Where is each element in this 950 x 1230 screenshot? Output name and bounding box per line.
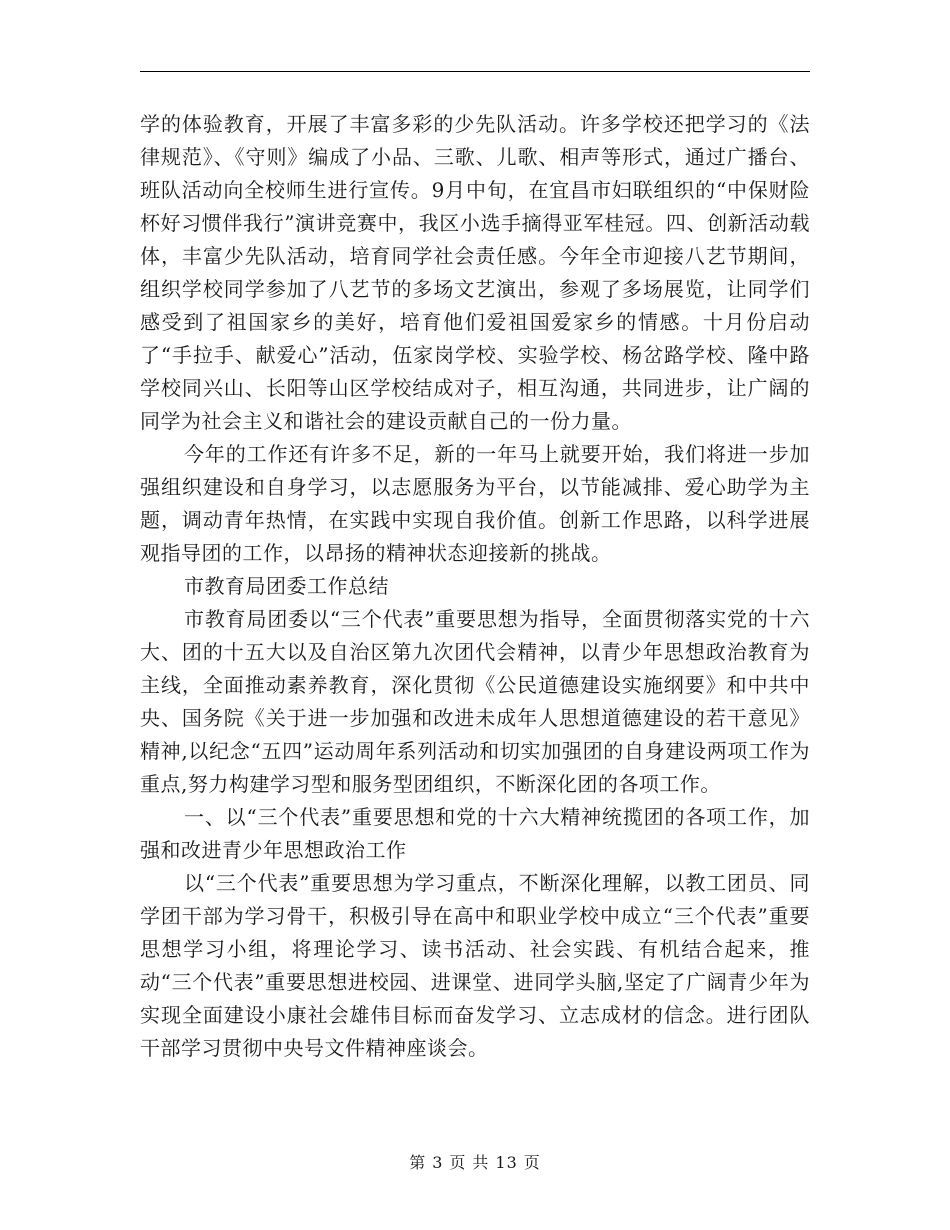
paragraph-summary-outlook: 今年的工作还有许多不足，新的一年马上就要开始，我们将进一步加强组织建设和自身学习，以志愿服务为平台，以节能减排、爱心助学为主题，调动青年热情，在实践中实现自我价值。创新工作思路，以科学进展观指导团的工作，以昂扬的精神状态迎接新的挑战。 [140, 442, 810, 565]
header-rule [140, 71, 810, 72]
paragraph-introduction: 市教育局团委以“三个代表”重要思想为指导，全面贯彻落实党的十六大、团的十五大以及自治区第九次团代会精神，以青少年思想政治教育为主线，全面推动素养教育，深化贯彻《公民道德建设实施纲要》和中共中央、国务院《关于进一步加强和改进未成年人思想道德建设的若干意见》精神,以纪念“五四”运动周年系列活动和切实加强团的自身建设两项工作为重点,努力构建学习型和服务型团组织，不断深化团的各项工作。 [140, 607, 810, 796]
footer-total-pages: 13 [495, 1153, 518, 1172]
subsection-heading: 一、以“三个代表”重要思想和党的十六大精神统揽团的各项工作，加强和改进青少年思想政治工作 [140, 805, 810, 862]
footer-total-word: 共 [472, 1153, 490, 1172]
footer-current-page: 3 [432, 1153, 444, 1172]
section-heading: 市教育局团委工作总结 [184, 574, 389, 598]
page-footer [0, 1153, 950, 1173]
footer-suffix: 页 [523, 1153, 541, 1172]
paragraph-study-work: 以“三个代表”重要思想为学习重点，不断深化理解，以教工团员、同学团干部为学习骨干，积极引导在高中和职业学校中成立“三个代表”重要思想学习小组，将理论学习、读书活动、社会实践、有机结合起来，推动“三个代表”重要思想进校园、进课堂、进同学头脑,坚定了广阔青少年为实现全面建设小康社会雄伟目标而奋发学习、立志成材的信念。进行团队干部学习贯彻中央号文件精神座谈会。 [140, 871, 810, 1060]
footer-prefix: 第 [409, 1153, 427, 1172]
footer-page-word: 页 [449, 1153, 467, 1172]
paragraph-continuation: 学的体验教育，开展了丰富多彩的少先队活动。许多学校还把学习的《法律规范》、《守则》编成了小品、三歌、儿歌、相声等形式，通过广播台、班队活动向全校师生进行宣传。9月中旬，在宜昌市妇联组织的“中保财险杯好习惯伴我行”演讲竞赛中，我区小选手摘得亚军桂冠。四、创新活动载体，丰富少先队活动，培育同学社会责任感。今年全市迎接八艺节期间，组织学校同学参加了八艺节的多场文艺演出，参观了多场展览，让同学们感受到了祖国家乡的美好，培育他们爱祖国爱家乡的情感。十月份启动了“手拉手、献爱心”活动，伍家岗学校、实验学校、杨岔路学校、隆中路学校同兴山、长阳等山区学校结成对子，相互沟通，共同进步，让广阔的同学为社会主义和谐社会的建设贡献自己的一份力量。 [140, 112, 810, 433]
document-body [140, 108, 810, 1065]
